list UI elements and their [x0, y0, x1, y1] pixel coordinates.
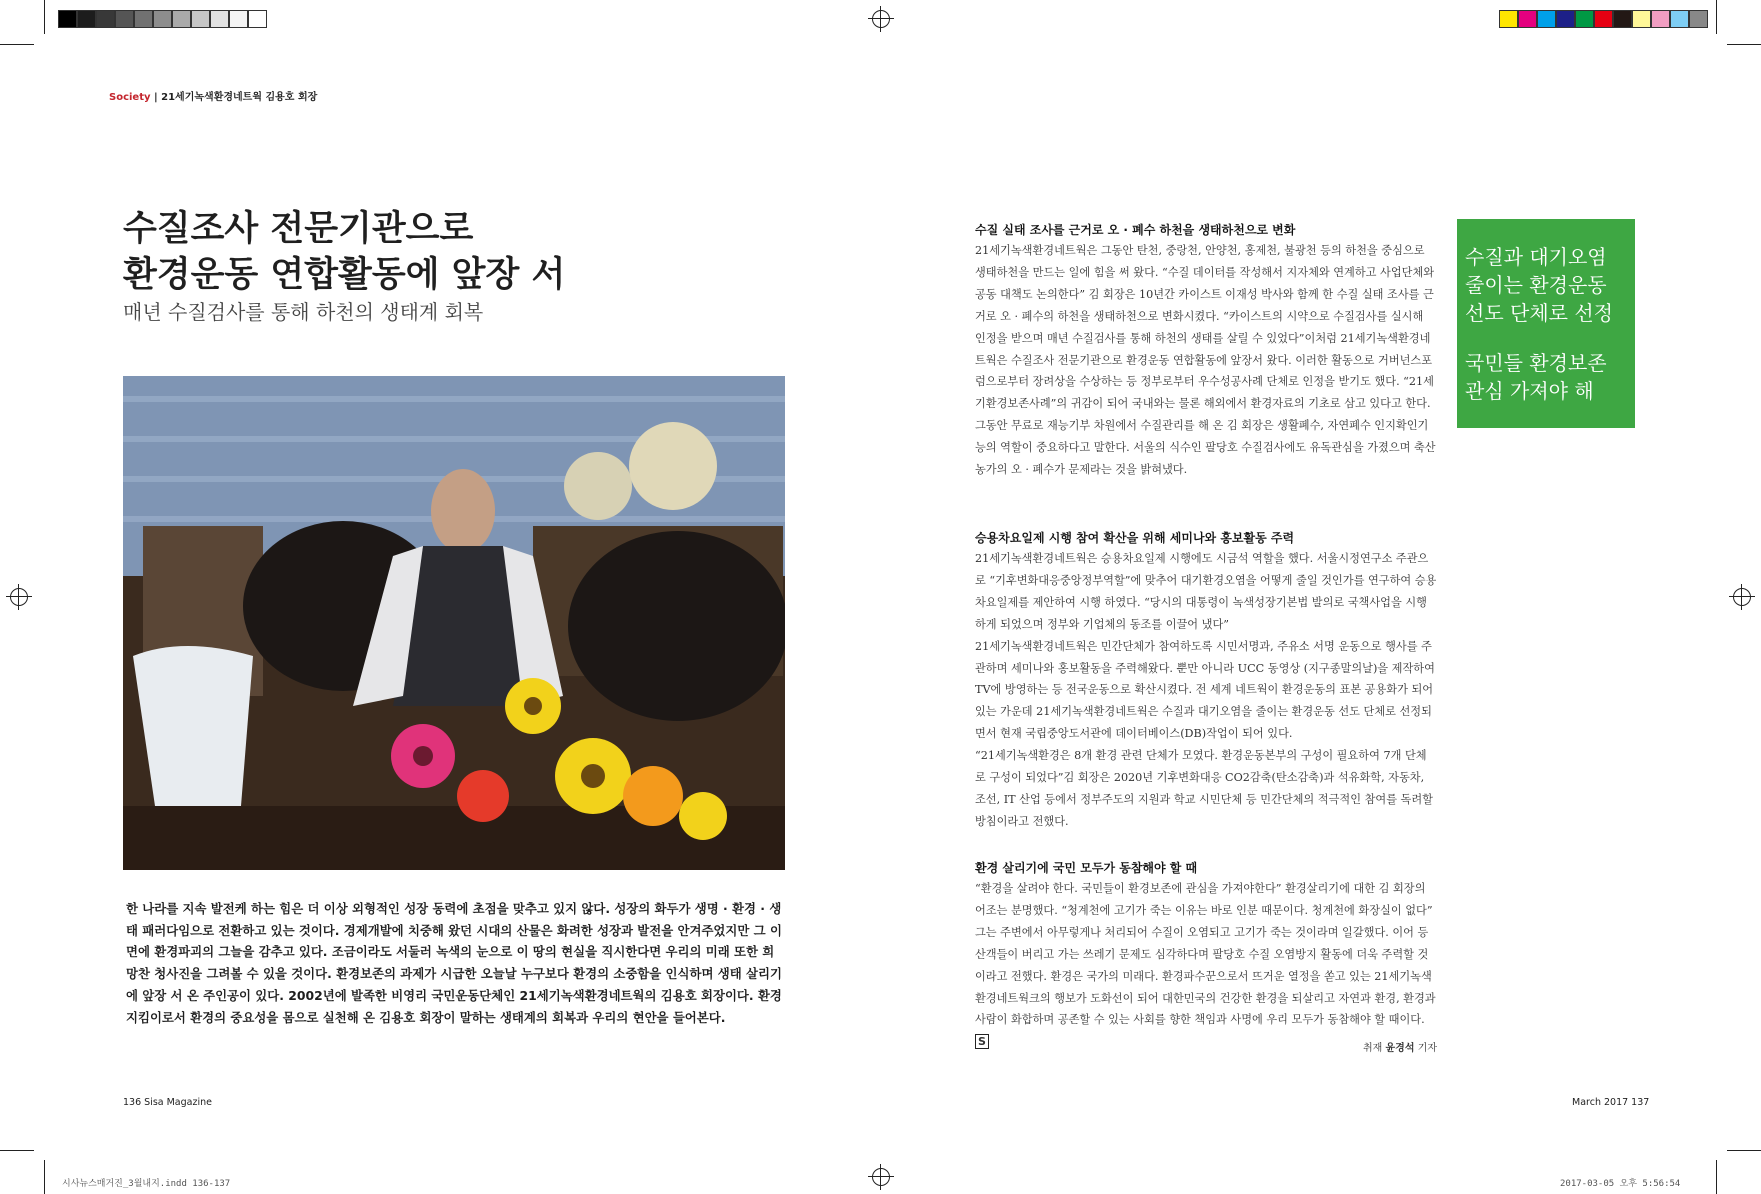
section-heading-1: 수질 실태 조사를 근거로 오 · 폐수 하천을 생태하천으로 변화: [975, 223, 1296, 237]
pull-quote-1: 수질과 대기오염 줄이는 환경운동 선도 단체로 선정: [1465, 245, 1613, 325]
color-swatch: [1499, 10, 1518, 28]
pull-quote-2: 국민들 환경보존 관심 가져야 해: [1465, 351, 1607, 403]
color-swatch: [1518, 10, 1537, 28]
title-line-2: 환경운동 연합활동에 앞장 서: [123, 255, 566, 295]
color-swatch: [1670, 10, 1689, 28]
running-head: [109, 88, 317, 103]
pull-quote-box: [1457, 219, 1635, 428]
color-swatch: [1651, 10, 1670, 28]
registration-mark-right: [1729, 584, 1755, 610]
color-swatch: [1537, 10, 1556, 28]
color-swatch: [1613, 10, 1632, 28]
article-title: [123, 206, 565, 298]
registration-mark-bottom: [868, 1164, 894, 1190]
left-page-folio: 136 Sisa Magazine: [123, 1097, 212, 1108]
article-body-column-2: [975, 528, 1437, 833]
right-page-folio: March 2017 137: [1572, 1097, 1650, 1108]
intro-paragraph: 한 나라를 지속 발전케 하는 힘은 더 이상 외형적인 성장 동력에 초점을 맞추고 있지 않다. 성장의 화두가 생명 · 환경 · 생태 패러다임으로 전환하고 있는 것이다. 경제개발에 치중해 왔던 시대의 산물은 화려한 성장과 발전을 안겨주었지만 그 이면에 환경파괴의 그늘을 감추고 있다. 조금이라도 서둘러 녹색의 눈으로 이 땅의 현실을 직시한다면 우리의 미래 또한 희망찬 청사진을 그려볼 수 있을 것이다. 환경보존의 과제가 시급한 오늘날 누구보다 환경의 소중함을 인식하며 생태 살리기에 앞장 서 온 주인공이 있다. 2002년에 발족한 비영리 국민운동단체인 21세기녹색환경네트웍의 김용호 회장이다. 환경 지킴이로서 환경의 중요성을 몸으로 실천해 온 김용호 회장이 말하는 생태계의 회복과 우리의 현안을 들어본다.: [126, 901, 782, 1025]
section-2-body-b: 21세기녹색환경네트웍은 민간단체가 참여하도록 시민서명과, 주유소 서명 운동으로 행사를 주관하며 세미나와 홍보활동을 주력해왔다. 뿐만 아니라 UCC 동영상 (지구종말의날)을 제작하여 TV에 방영하는 등 전국운동으로 확산시켰다. 전 세계 네트웍이 환경운동의 표본 공용화가 되어 있는 가운데 21세기녹색환경네트웍은 수질과 대기오염을 줄이는 환경운동 선도 단체로 선정되면서 현재 국립중앙도서관에 데이터베이스(DB)작업이 되어 있다.: [975, 639, 1435, 741]
timestamp-slug: 2017-03-05 오후 5:56:54: [1560, 1179, 1681, 1189]
color-swatch: [1689, 10, 1708, 28]
running-head-topic: 21세기녹색환경네트웍 김용호 회장: [161, 92, 318, 103]
section-heading-2: 승용차요일제 시행 참여 확산을 위해 세미나와 홍보활동 주력: [975, 531, 1295, 545]
color-swatch: [1632, 10, 1651, 28]
interview-photo: [123, 376, 785, 870]
byline: 취재 윤경석 기자: [1363, 1043, 1438, 1054]
article-body-column: [975, 220, 1437, 481]
color-swatch: [1575, 10, 1594, 28]
title-line-1: 수질조사 전문기관으로: [123, 209, 474, 249]
photo-illustration: [123, 376, 785, 870]
section-heading-3: 환경 살리기에 국민 모두가 동참해야 할 때: [975, 861, 1198, 875]
color-swatch: [1556, 10, 1575, 28]
registration-mark-top: [868, 6, 894, 32]
section-2-body-c: “21세기녹색환경은 8개 환경 관련 단체가 모였다. 환경운동본부의 구성이 필요하여 7개 단체로 구성이 되었다”김 회장은 2020년 기후변화대응 CO2감축(탄소감축)과 석유화학, 자동차, 조선, IT 산업 등에서 정부주도의 지원과 학교 시민단체 등 민간단체의 적극적인 참여를 독려할 방침이라고 전했다.: [975, 749, 1433, 828]
article-body-column-3: [975, 858, 1437, 1053]
section-label: Society: [109, 92, 151, 103]
reporter-name: 윤경석: [1385, 1043, 1415, 1054]
file-slug: 시사뉴스매거진_3월내지.indd 136-137: [62, 1179, 231, 1189]
section-2-body-a: 21세기녹색환경네트웍은 승용차요일제 시행에도 시금석 역할을 했다. 서울시정연구소 주관으로 “기후변화대응중앙정부역할”에 맞추어 대기환경오염을 어떻게 줄일 것인가를 연구하여 승용차요일제를 제안하여 시행 하였다. “당시의 대통령이 녹색성장기본법 발의로 국책사업을 시행하게 되었으며 정부와 기업체의 동조를 이끌어 냈다”: [975, 552, 1437, 631]
color-swatch: [1594, 10, 1613, 28]
article-subtitle: 매년 수질검사를 통해 하천의 생태계 회복: [123, 300, 484, 324]
end-mark: S: [975, 1034, 989, 1049]
running-head-separator: |: [154, 92, 158, 103]
section-3-body: “환경을 살려야 한다. 국민들이 환경보존에 관심을 가져야한다” 환경살리기에 대한 김 회장의 어조는 분명했다. “청계천에 고기가 죽는 이유는 바로 인분 때문이다. 청계천에 화장실이 없다” 그는 주변에서 아무렇게나 처리되어 수질이 오염되고 고기가 죽는 것이라며 일갈했다. 이어 등산객들이 버리고 가는 쓰레기 문제도 심각하다며 팔당호 수질 오염방지 활동에 더욱 주력할 것이라고 전했다. 환경은 국가의 미래다. 환경파수꾼으로서 뜨거운 열정을 쏟고 있는 21세기녹색환경네트웍크의 행보가 도화선이 되어 대한민국의 건강한 환경을 되살리고 자연과 환경, 환경과 사람이 화합하며 공존할 수 있는 사회를 향한 책임과 사명에 우리 모두가 동참해야 할 때이다. S: [975, 882, 1436, 1049]
registration-mark-left: [6, 584, 32, 610]
section-1-body: 21세기녹색환경네트웍은 그동안 탄천, 중랑천, 안양천, 홍제천, 불광천 등의 하천을 중심으로 생태하천을 만드는 일에 힘을 써 왔다. “수질 데이터를 작성해서 지자체와 연계하고 사업단체와 공동 대책도 논의한다” 김 회장은 10년간 카이스트 이재성 박사와 함께 한 수질 실태 조사를 근거로 오 · 폐수의 하천을 생태하천으로 변화시켰다. “카이스트의 시약으로 수질검사를 실시해 인정을 받으며 매년 수질검사를 통해 하천의 생태를 살릴 수 있었다”이처럼 21세기녹색환경네트웍은 수질조사 전문기관으로 환경운동 연합활동에 앞장서 왔다. 이러한 활동으로 거버넌스포럼으로부터 장려상을 수상하는 등 정부로부터 우수성공사례 단체로 인정을 받기도 했다. “21세기환경보존사례”의 귀감이 되어 국내와는 물론 해외에서 환경자료의 기초로 삼고 있다고 한다. 그동안 무료로 재능기부 차원에서 수질관리를 해 온 김 회장은 생활폐수, 자연폐수 인지확인기능의 역할이 중요하다고 말한다. 서울의 식수인 팔당호 수질검사에도 유독관심을 가졌으며 축산농가의 오 · 폐수가 문제라는 것을 밝혀냈다.: [975, 244, 1436, 477]
